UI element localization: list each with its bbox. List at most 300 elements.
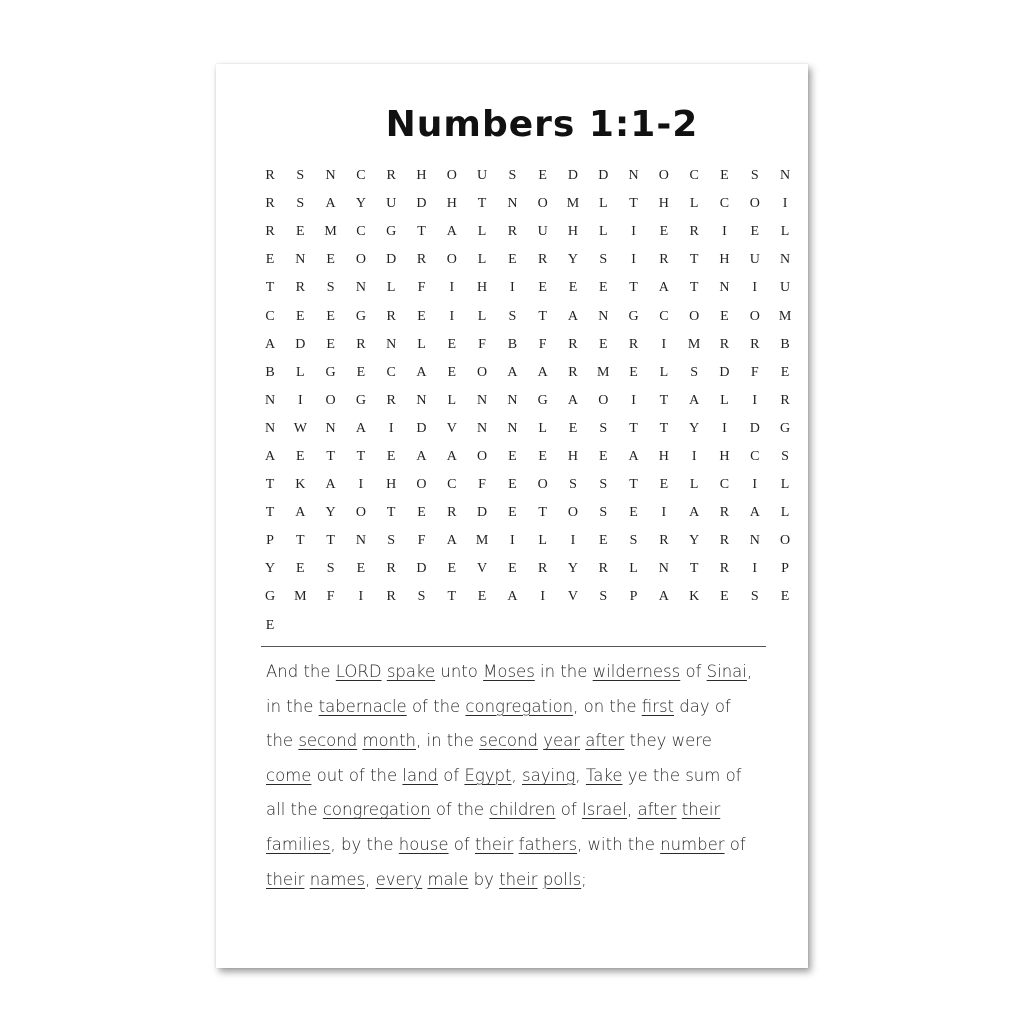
grid-letter: E	[326, 308, 335, 324]
grid-letter: P	[266, 533, 274, 549]
grid-letter: O	[477, 448, 488, 464]
grid-letter: N	[779, 168, 791, 184]
grid-letter: N	[355, 280, 366, 296]
grid-letter: M	[687, 336, 701, 352]
grid-letter: R	[719, 561, 730, 577]
verse-segment: of	[680, 662, 707, 681]
grid-letter: S	[508, 308, 517, 324]
grid-letter: M	[294, 589, 307, 605]
grid-letter: O	[779, 533, 791, 549]
hidden-word: after	[637, 800, 677, 820]
hidden-word: fathers	[518, 834, 578, 854]
grid-letter: V	[567, 589, 579, 605]
grid-letter: E	[447, 364, 457, 380]
grid-letter: I	[540, 589, 545, 605]
grid-letter: L	[780, 505, 790, 521]
grid-letter: O	[355, 505, 366, 521]
grid-letter: Y	[689, 533, 700, 549]
grid-letter: I	[631, 252, 636, 268]
verse-segment: the	[266, 731, 299, 751]
grid-letter: A	[658, 280, 669, 296]
grid-letter: L	[477, 252, 487, 268]
grid-letter: I	[752, 392, 758, 408]
verse-segment: ;	[581, 869, 587, 889]
grid-letter: N	[507, 420, 518, 436]
grid-letter: A	[446, 224, 457, 240]
grid-letter: R	[295, 280, 305, 296]
grid-letter: E	[598, 448, 608, 464]
grid-letter: L	[386, 280, 396, 296]
grid-letter: R	[689, 224, 699, 240]
grid-letter: O	[567, 505, 579, 521]
grid-letter: R	[507, 224, 518, 240]
grid-letter: G	[325, 364, 336, 380]
grid-letter: E	[750, 224, 760, 240]
grid-letter: S	[629, 533, 638, 549]
grid-letter: H	[446, 196, 457, 212]
grid-letter: I	[661, 336, 667, 352]
grid-letter: N	[507, 196, 518, 212]
grid-letter: I	[358, 589, 364, 605]
grid-letter: R	[447, 505, 457, 521]
grid-letter: A	[416, 364, 427, 380]
grid-letter: N	[295, 252, 306, 268]
grid-letter: H	[416, 168, 427, 184]
grid-letter: I	[782, 196, 788, 212]
grid-letter: I	[297, 392, 303, 408]
grid-letter: T	[326, 448, 335, 464]
grid-letter: T	[659, 420, 669, 436]
grid-letter: R	[356, 336, 366, 352]
grid-letter: C	[719, 477, 730, 493]
grid-letter: S	[599, 477, 608, 493]
grid-letter: T	[689, 561, 699, 577]
grid-letter: D	[598, 168, 609, 184]
grid-letter: L	[477, 308, 487, 324]
hidden-word: saying	[521, 765, 576, 785]
grid-letter: L	[659, 364, 669, 380]
hidden-word: after	[585, 731, 625, 751]
verse-segment: ,	[575, 765, 586, 785]
grid-letter: N	[719, 280, 730, 296]
grid-letter: E	[296, 448, 305, 464]
hidden-word: tabernacle	[318, 696, 407, 716]
grid-letter: N	[779, 252, 791, 268]
hidden-word: every	[375, 869, 423, 889]
hidden-word: Take	[585, 765, 623, 785]
grid-letter: N	[264, 420, 276, 436]
verse-line	[266, 759, 766, 794]
grid-letter: E	[538, 280, 547, 296]
hidden-word: male	[427, 869, 469, 889]
grid-letter: L	[689, 477, 699, 493]
verse-segment: , on the	[573, 696, 642, 716]
grid-letter: R	[719, 533, 730, 549]
grid-letter: N	[477, 420, 488, 436]
grid-letter: L	[477, 224, 487, 240]
grid-letter: E	[780, 589, 790, 605]
grid-letter: D	[416, 196, 427, 212]
hidden-word: congregation	[322, 800, 431, 820]
grid-letter: T	[538, 308, 547, 324]
grid-letter: E	[447, 561, 457, 577]
hidden-word: month	[362, 731, 416, 751]
grid-letter: V	[446, 420, 457, 436]
grid-letter: E	[720, 308, 729, 324]
hidden-word: names	[309, 869, 366, 889]
verse-segment: , by the	[330, 834, 399, 854]
grid-letter: A	[689, 505, 700, 521]
grid-letter: E	[568, 280, 578, 296]
grid-letter: N	[598, 308, 609, 324]
grid-letter: O	[598, 392, 609, 408]
grid-letter: P	[781, 561, 789, 577]
grid-letter: E	[598, 336, 608, 352]
grid-letter: T	[629, 196, 638, 212]
hidden-word: come	[266, 765, 312, 785]
verse-line	[266, 724, 766, 759]
grid-letter: Y	[325, 505, 336, 521]
grid-letter: N	[477, 392, 488, 408]
grid-letter: R	[265, 196, 275, 212]
grid-letter: A	[507, 589, 518, 605]
grid-letter: A	[567, 308, 579, 324]
grid-letter: M	[475, 533, 489, 549]
hidden-word: congregation	[465, 696, 574, 716]
hidden-word: families	[266, 834, 331, 854]
grid-letter: F	[478, 477, 486, 493]
grid-letter: C	[356, 224, 366, 240]
grid-letter: T	[326, 533, 335, 549]
grid-letter: S	[599, 252, 608, 268]
verse-segment: of	[724, 834, 746, 854]
grid-letter: F	[750, 364, 759, 380]
verse-segment: all the	[266, 800, 323, 820]
grid-letter: H	[567, 224, 579, 240]
grid-letter: I	[722, 420, 727, 436]
grid-letter: U	[749, 252, 760, 268]
grid-letter: R	[598, 561, 608, 577]
grid-letter: U	[477, 168, 488, 184]
grid-letter: R	[750, 336, 760, 352]
grid-letter: E	[356, 364, 366, 380]
grid-letter: E	[508, 448, 517, 464]
grid-letter: L	[780, 477, 790, 493]
grid-letter: R	[265, 224, 275, 240]
grid-letter: N	[325, 168, 336, 184]
grid-letter: A	[689, 392, 700, 408]
grid-letter: L	[780, 224, 790, 240]
grid-letter: S	[417, 589, 426, 605]
grid-letter: R	[659, 533, 669, 549]
grid-letter: B	[780, 336, 790, 352]
grid-letter: T	[629, 420, 638, 436]
grid-letter: T	[659, 392, 669, 408]
grid-letter: M	[566, 196, 580, 212]
verse-segment: day of	[674, 696, 731, 716]
hidden-word: second	[479, 731, 538, 751]
page-title: Numbers 1:1-2	[385, 104, 699, 145]
verse-segment: ,	[511, 765, 522, 785]
grid-letter: L	[598, 196, 608, 212]
grid-letter: R	[265, 168, 275, 184]
grid-letter: D	[416, 420, 427, 436]
grid-letter: E	[720, 168, 729, 184]
grid-letter: O	[325, 392, 336, 408]
grid-letter: E	[598, 533, 608, 549]
grid-letter: T	[477, 196, 487, 212]
grid-letter: R	[386, 589, 396, 605]
grid-letter: E	[508, 561, 517, 577]
grid-letter: A	[295, 505, 306, 521]
grid-letter: A	[628, 448, 639, 464]
grid-letter: S	[387, 533, 396, 549]
grid-letter: G	[355, 308, 366, 324]
grid-letter: O	[477, 364, 488, 380]
word-search-grid	[260, 162, 805, 640]
grid-letter: I	[752, 280, 758, 296]
verse-segment: of the	[430, 800, 490, 820]
grid-letter: H	[658, 448, 669, 464]
grid-letter: I	[752, 477, 758, 493]
grid-letter: C	[356, 168, 366, 184]
grid-letter: D	[386, 252, 397, 268]
grid-letter: A	[355, 420, 366, 436]
grid-letter: T	[629, 477, 638, 493]
grid-letter: L	[538, 420, 547, 436]
grid-letter: S	[599, 420, 608, 436]
grid-letter: R	[659, 252, 669, 268]
grid-letter: O	[749, 308, 760, 324]
grid-letter: M	[778, 308, 792, 324]
grid-letter: E	[659, 477, 669, 493]
grid-letter: P	[629, 589, 638, 605]
grid-letter: T	[629, 280, 638, 296]
grid-letter: M	[324, 224, 337, 240]
grid-letter: T	[265, 477, 275, 493]
grid-letter: G	[264, 589, 276, 605]
grid-letter: D	[416, 561, 427, 577]
grid-letter: E	[386, 448, 396, 464]
verse-line	[266, 863, 766, 898]
hidden-word: Moses	[483, 662, 535, 681]
verse-segment: in the	[534, 662, 593, 681]
grid-letter: S	[599, 589, 608, 605]
grid-letter: A	[416, 448, 427, 464]
verse-segment: , in the	[416, 731, 480, 751]
grid-letter: A	[446, 448, 457, 464]
grid-letter: E	[326, 336, 335, 352]
grid-letter: R	[538, 252, 548, 268]
grid-letter: U	[779, 280, 791, 296]
grid-letter: S	[508, 168, 517, 184]
grid-letter: Y	[264, 561, 276, 577]
hidden-word: first	[641, 696, 675, 716]
grid-letter: H	[719, 252, 730, 268]
grid-letter: T	[689, 280, 699, 296]
grid-letter: A	[264, 336, 276, 352]
hidden-word: number	[660, 834, 725, 854]
grid-letter: A	[446, 533, 457, 549]
grid-letter: E	[477, 589, 487, 605]
hidden-word: their	[499, 869, 538, 889]
grid-letter: C	[659, 308, 669, 324]
grid-letter: L	[720, 392, 729, 408]
grid-letter: S	[690, 364, 699, 380]
grid-letter: S	[750, 589, 759, 605]
grid-letter: O	[416, 477, 427, 493]
grid-letter: T	[386, 505, 396, 521]
verse-segment: of the	[406, 696, 466, 716]
grid-letter: T	[689, 252, 699, 268]
grid-letter: S	[781, 448, 789, 464]
grid-letter: L	[296, 364, 305, 380]
grid-letter: L	[417, 336, 426, 352]
grid-letter: F	[417, 280, 426, 296]
grid-letter: E	[659, 224, 669, 240]
hidden-word: year	[543, 731, 581, 751]
grid-letter: E	[356, 561, 366, 577]
grid-letter: R	[386, 392, 396, 408]
grid-letter: T	[356, 448, 366, 464]
grid-letter: E	[296, 561, 305, 577]
grid-letter: A	[537, 364, 548, 380]
grid-letter: D	[477, 505, 488, 521]
grid-letter: I	[449, 280, 455, 296]
grid-letter: R	[719, 505, 730, 521]
grid-letter: E	[296, 224, 305, 240]
verse-segment: unto	[435, 662, 484, 681]
grid-letter: H	[477, 280, 488, 296]
grid-letter: I	[722, 224, 727, 240]
grid-letter: N	[416, 392, 427, 408]
grid-letter: T	[538, 505, 547, 521]
grid-letter: C	[265, 308, 275, 324]
grid-letter: I	[510, 533, 515, 549]
grid-letter: L	[629, 561, 638, 577]
grid-letter: D	[567, 168, 579, 184]
grid-letter: D	[295, 336, 306, 352]
grid-letter: S	[750, 168, 759, 184]
grid-letter: O	[749, 196, 760, 212]
grid-letter: M	[597, 364, 610, 380]
hidden-word: wilderness	[592, 662, 681, 681]
grid-letter: F	[417, 533, 426, 549]
grid-letter: C	[750, 448, 760, 464]
grid-letter: N	[386, 336, 397, 352]
grid-letter: I	[358, 477, 364, 493]
grid-letter: E	[629, 364, 638, 380]
hidden-word: second	[298, 731, 358, 751]
grid-letter: E	[265, 617, 275, 633]
grid-letter: A	[264, 448, 276, 464]
grid-letter: O	[689, 308, 700, 324]
grid-letter: B	[507, 336, 518, 352]
verse-segment: they were	[624, 731, 712, 751]
grid-letter: I	[661, 505, 667, 521]
grid-letter: R	[416, 252, 427, 268]
verse-line	[266, 793, 766, 828]
verse-segment: in the	[266, 696, 319, 716]
grid-letter: O	[537, 196, 548, 212]
grid-letter: G	[537, 392, 548, 408]
grid-letter: A	[325, 196, 336, 212]
grid-letter: H	[386, 477, 397, 493]
grid-letter: O	[355, 252, 366, 268]
grid-letter: Y	[567, 561, 579, 577]
grid-letter: U	[537, 224, 548, 240]
grid-letter: N	[658, 561, 669, 577]
grid-letter: R	[780, 392, 790, 408]
verse-segment: ye the sum of	[622, 765, 742, 785]
grid-letter: G	[628, 308, 639, 324]
grid-letter: C	[689, 168, 699, 184]
grid-letter: E	[417, 505, 426, 521]
verse-segment: ,	[365, 869, 376, 889]
grid-letter: T	[447, 589, 457, 605]
grid-letter: S	[599, 505, 608, 521]
grid-letter: A	[507, 364, 518, 380]
hidden-word: Sinai	[706, 662, 747, 681]
grid-letter: S	[326, 280, 335, 296]
verse-segment: of	[555, 800, 582, 820]
grid-letter: G	[779, 420, 791, 436]
verse-segment: of	[448, 834, 475, 854]
hidden-word: spake	[386, 662, 436, 681]
grid-letter: E	[265, 252, 275, 268]
hidden-word: LORD	[335, 662, 382, 681]
grid-letter: E	[720, 589, 729, 605]
grid-letter: B	[265, 364, 275, 380]
grid-letter: H	[719, 448, 730, 464]
grid-letter: T	[265, 505, 275, 521]
grid-letter: E	[598, 280, 608, 296]
grid-letter: L	[538, 533, 547, 549]
grid-letter: E	[326, 252, 335, 268]
grid-letter: H	[567, 448, 579, 464]
grid-letter: L	[447, 392, 457, 408]
grid-letter: S	[296, 196, 305, 212]
grid-letter: R	[386, 561, 396, 577]
verse-segment: , with the	[577, 834, 661, 854]
grid-letter: S	[326, 561, 335, 577]
grid-letter: A	[658, 589, 669, 605]
grid-letter: I	[449, 308, 455, 324]
verse-segment: by	[468, 869, 500, 889]
hidden-word: house	[398, 834, 449, 854]
verse-segment: And the	[266, 662, 336, 681]
hidden-word: Israel	[581, 800, 627, 820]
grid-letter: O	[446, 168, 457, 184]
grid-letter: E	[538, 448, 547, 464]
divider	[261, 646, 766, 647]
hidden-word: land	[402, 765, 439, 785]
grid-letter: K	[295, 477, 306, 493]
grid-letter: E	[538, 168, 547, 184]
hidden-word: children	[489, 800, 556, 820]
hidden-word: their	[681, 800, 721, 820]
grid-letter: A	[567, 392, 579, 408]
grid-letter: Y	[567, 252, 579, 268]
grid-letter: E	[508, 505, 517, 521]
grid-letter: E	[417, 308, 426, 324]
grid-letter: S	[296, 168, 305, 184]
verse-segment: out of the	[311, 765, 403, 785]
grid-letter: I	[570, 533, 576, 549]
verse-line	[266, 690, 766, 725]
verse-segment: of	[438, 765, 465, 785]
grid-letter: F	[478, 336, 486, 352]
